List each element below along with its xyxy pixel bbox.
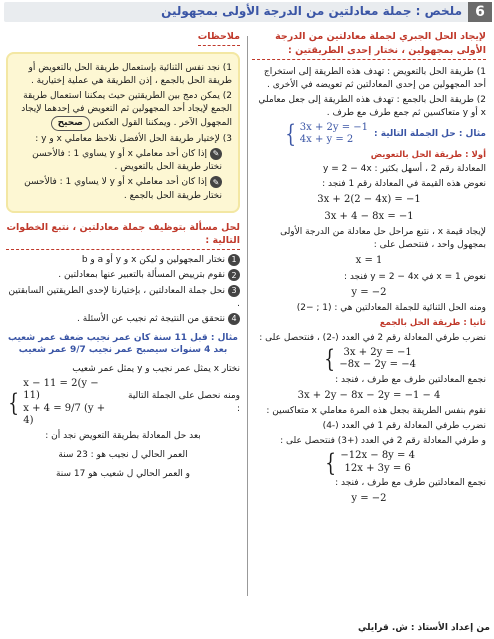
first-line-5: ومنه الحل الثنائية للجملة المعادلتين هي : (1 ; −2) — [296, 303, 486, 314]
first-eq-3: x = 1 — [355, 255, 383, 267]
remark-3: 3) لإختيار طريقة الحل الأفضل نلاحظ معاملي x و y : — [35, 134, 232, 144]
pencil-icon: ✎ — [210, 176, 222, 188]
step-2: 2نقوم بترييض المسألة بالتعبير عنها بمعادلتين . — [6, 269, 240, 282]
remark-1: 1) نجد نفس الثنائية بإستعمال طريقة الحل بالتعويض أو طريقة الحل بالجمع ، إذن الطريقة هي عملية إختيارية . — [28, 62, 232, 86]
second-line-1: نضرب طرفي المعادلة رقم 2 في العدد (-2) ، فنتحصل على : — [259, 332, 486, 343]
method-2: 2) طريقة الحل بالجمع : تهدف هذه الطريقة إلى جعل معاملي x أو y متعاكسين ثم جمع طرف مع طرف . — [258, 94, 486, 118]
second-system-1: { 3x + 2y = −1 −8x − 2y = −4 — [324, 345, 416, 374]
remark-3a: ✎إذا كان أحد معاملي x أو y يساوي 1 : فالأحسن نختار طريقة الحل بالتعويض . — [32, 149, 222, 173]
remark-3b: ✎إذا كان أحد معاملي x أو y لا يساوي 1 : فالأحسن نختار طريقة الحل بالجمع . — [24, 177, 222, 201]
page-number: 6 — [468, 2, 492, 22]
left-column — [6, 30, 240, 605]
second-line-3: نقوم بنفس الطريقة بجعل هذه المرة معاملي x متعاكسين : — [266, 406, 486, 417]
first-line-2: نعوض هذه القيمة في المعادلة رقم 1 فنجد : — [322, 179, 486, 190]
example-line: مثال : حل الجملة التالية : { 3x + 2y = −1 4x + y = 2 — [252, 122, 486, 147]
example-line-6: العمر الحالي ل نجيب هو : 23 سنة — [58, 449, 188, 460]
column-divider — [247, 36, 248, 596]
section-title: لإيجاد الحل الجبري لجملة معادلتين من الدرجة الأولى بمجهولين ، نختار إحدى الطريقتين : — [252, 30, 486, 60]
example-line-5: بعد حل المعادلة بطريقة التعويض نجد أن : — [45, 430, 201, 441]
page-header — [4, 2, 492, 24]
example-line-4: ومنه نحصل على الجملة التالية : { x − 11 = 2(y − 11) x + 4 = 9/7 (y + 4) — [6, 378, 240, 428]
example-title: مثال : قبل 11 سنة كان عمر نجيب ضعف عمر شعيب بعد 4 سنوات سيصبح عمر نجيب 9/7 عمر شعيب — [7, 333, 239, 356]
first-line-3: لإيجاد قيمة x ، نتبع مراحل حل معادلة من الدرجة الأولى بمجهول واحد ، فنتحصل على : — [280, 227, 486, 251]
second-line-5: و طرفي المعادلة رقم 2 في العدد (+3) فنتحصل على : — [280, 436, 486, 447]
first-eq-1: 3x + 2(2 − 4x) = −1 — [317, 194, 421, 206]
first-line-4: نعوض x = 1 في y = 2 − 4x فنجد : — [343, 271, 486, 282]
pencil-icon: ✎ — [210, 148, 222, 160]
method-1: 1) طريقة الحل بالتعويض : تهدف هذه الطريقة إلى استخراج أحد المجهولين من إحدى المعادلتين ثم تعويضه في الأخرى . — [263, 66, 486, 90]
remarks-box — [6, 52, 240, 213]
first-method-title: أولا : طريقة الحل بالتعويض — [370, 149, 486, 160]
second-line-6: نجمع المعادلتين طرف مع طرف ، فنجد : — [335, 478, 486, 489]
second-method-title: ثانيا : طريقة الحل بالجمع — [379, 318, 486, 329]
first-eq-4: y = −2 — [351, 286, 387, 298]
example-line-3: نختار x يمثل عمر نجيب و y يمثل عمر شعيب — [72, 363, 240, 374]
remarks-title: ملاحظات — [198, 30, 240, 46]
second-eq-1: 3x + 2y − 8x − 2y = −1 − 4 — [297, 389, 441, 401]
step-3: 3نحل جملة المعادلتين ، بإختيارنا لإحدى الطريقتين السابقتين . — [8, 285, 240, 309]
second-line-4: نضرب طرفي المعادلة رقم 1 في العدد (-4) — [322, 421, 486, 432]
page-title: ملخص : جملة معادلتين من الدرجة الأولى بمجهولين — [161, 4, 462, 18]
step-1: 1نختار المجهولين و ليكن x و y أو a و b — [6, 254, 240, 267]
example-system: { 3x + 2y = −1 4x + y = 2 — [284, 120, 369, 149]
footer-credit: من إعداد الأستاذ : ش. قرايلي — [358, 623, 490, 633]
remark-2: 2) يمكن دمج بين الطريقتين حيث يمكننا استعمال طريقة الجمع لإيجاد أحد المجهولين ثم التعويض في إحدهما لإيجاد المجهول الآخر . ويمكننا القول العكس صحيح — [12, 90, 232, 131]
example-line-7: و العمر الحالي ل شعيب هو 17 سنة — [55, 468, 191, 479]
step-4: 4نتحقق من النتيجة ثم نجيب عن الأسئلة . — [6, 313, 240, 326]
second-eq-2: y = −2 — [351, 493, 387, 505]
second-line-2: نجمع المعادلتين طرف مع طرف ، فنجد : — [335, 374, 486, 385]
first-line-1: المعادلة رقم 2 ، أسهل بكثير : y = 2 − 4x — [323, 164, 486, 175]
correct-oval: صحيح — [51, 116, 90, 131]
right-column — [252, 30, 486, 605]
first-eq-2: 3x + 4 − 8x = −1 — [324, 210, 414, 222]
second-system-2: { −12x − 8y = 4 12x + 3y = 6 — [325, 448, 415, 477]
example-system-left: { x − 11 = 2(y − 11) x + 4 = 9/7 (y + 4) — [8, 377, 106, 427]
problem-title: لحل مسألة بتوظيف جملة معادلتين ، نتبع الخطوات التالية : — [6, 221, 240, 251]
